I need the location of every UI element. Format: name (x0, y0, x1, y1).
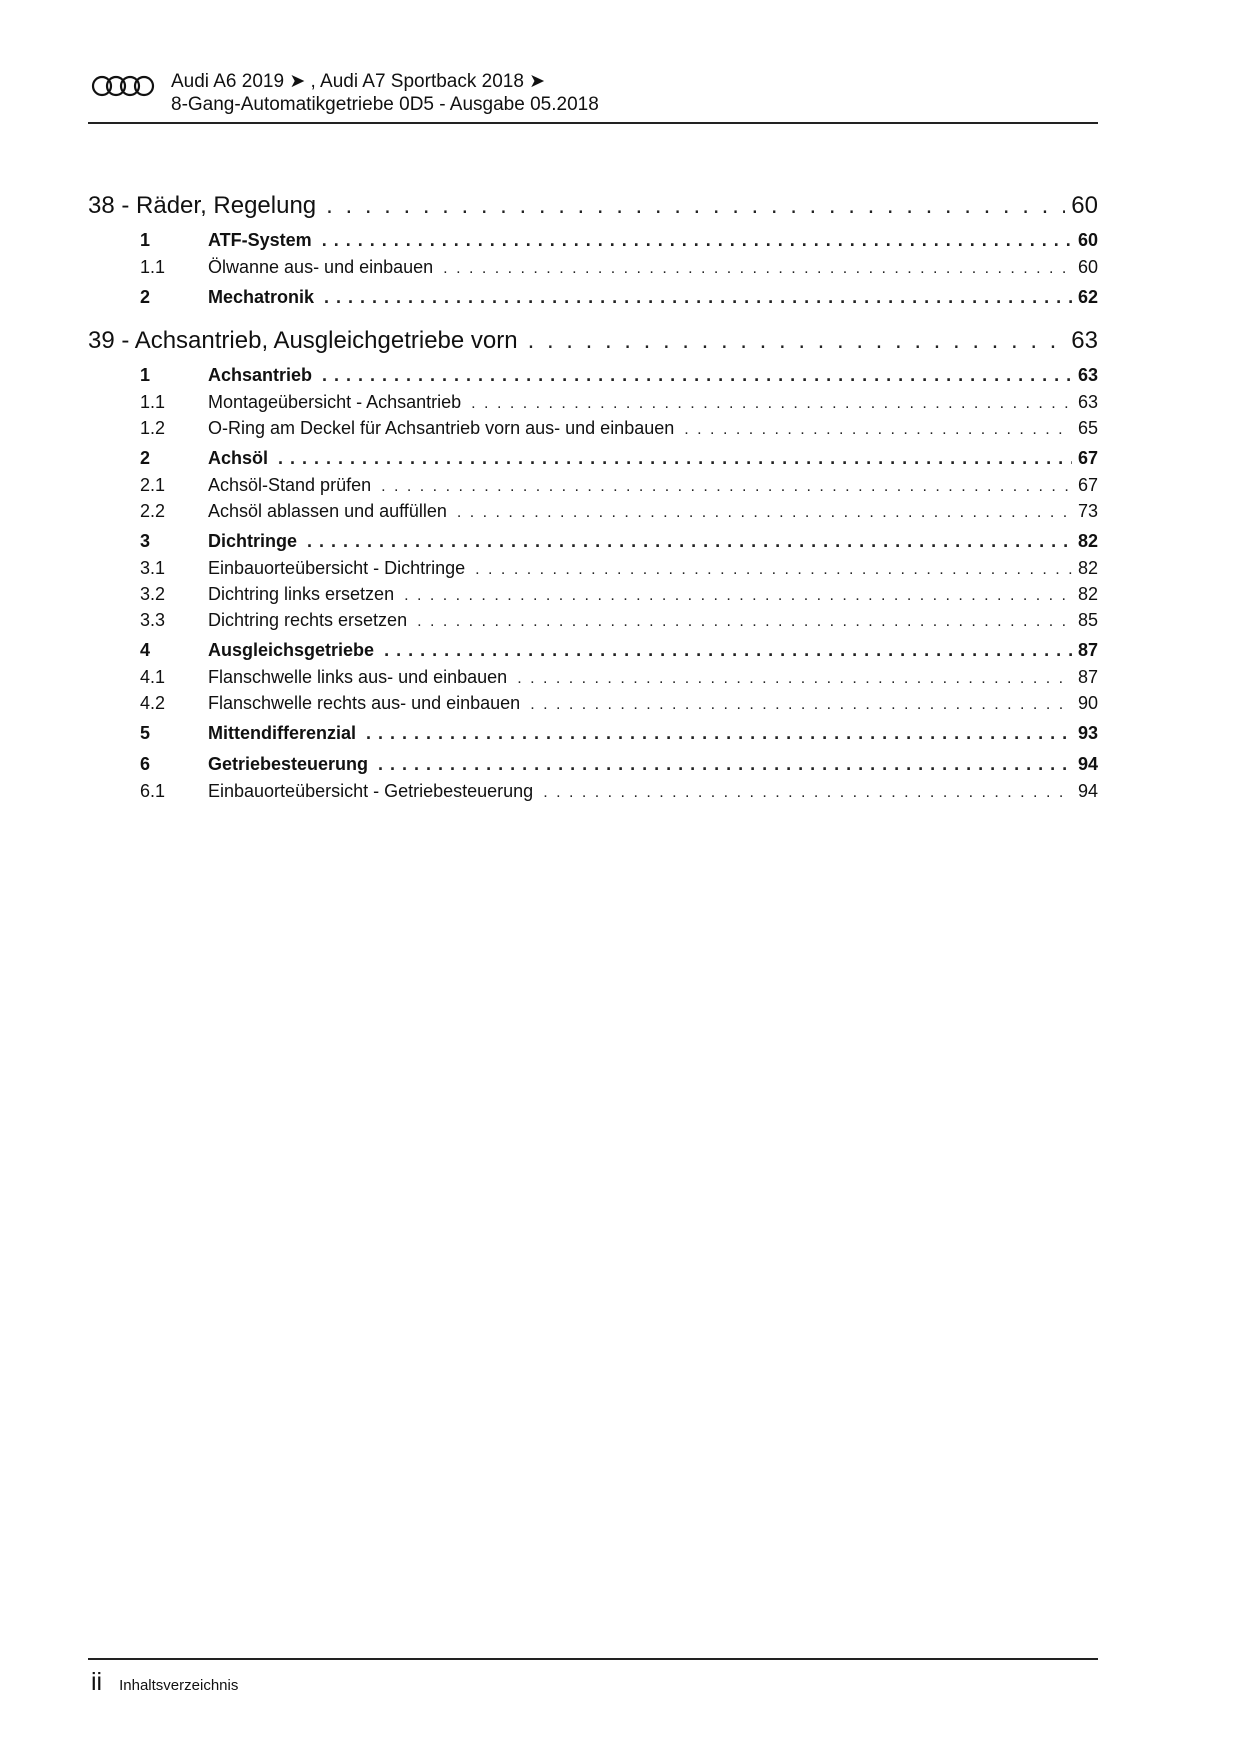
toc-chapter (88, 324, 1098, 804)
toc-subsection-entry[interactable] (88, 664, 1098, 690)
dot-leader (366, 720, 1072, 747)
toc-subsection-entry[interactable] (88, 778, 1098, 804)
toc-chapter (88, 189, 1098, 311)
toc-section-entry[interactable] (88, 720, 1098, 747)
toc-subsection-entry[interactable] (88, 498, 1098, 524)
dot-leader (528, 324, 1066, 358)
toc-subsection-entry-title: Flanschwelle links aus- und einbauen (208, 667, 508, 687)
toc-subsection-entry-title: Einbauorteübersicht - Getriebesteuerung (208, 781, 534, 801)
toc-subsection-entry[interactable] (88, 690, 1098, 716)
toc-section-entry-number: 4 (140, 640, 151, 660)
toc-section-entry-title: Ausgleichsgetriebe (208, 640, 375, 660)
dot-leader (381, 474, 1072, 500)
toc-section-entry[interactable] (88, 751, 1098, 778)
dot-leader (384, 637, 1072, 664)
toc-subsection-entry-title: Ölwanne aus- und einbauen (208, 257, 434, 277)
page-number: ii (91, 1668, 103, 1696)
footer-section-label: Inhaltsverzeichnis (119, 1677, 239, 1694)
toc-subsection-entry-page: 73 (1077, 501, 1098, 521)
toc-subsection-entry-title: Achsöl-Stand prüfen (208, 475, 372, 495)
dot-leader (322, 362, 1072, 389)
toc-subsection-entry-title: O-Ring am Deckel für Achsantrieb vorn aus- und einbauen (208, 418, 675, 438)
toc-subsection-entry[interactable] (88, 581, 1098, 607)
toc-section-entry-page: 93 (1077, 723, 1098, 743)
dot-leader (404, 583, 1072, 609)
toc-subsection-entry-number: 3.3 (140, 610, 166, 630)
toc-subsection-entry[interactable] (88, 254, 1098, 280)
toc-subsection-entry-page: 63 (1077, 392, 1098, 412)
dot-leader (443, 256, 1072, 282)
toc-subsection-entry-number: 6.1 (140, 781, 166, 801)
toc-section-entry-page: 87 (1077, 640, 1098, 660)
dot-leader (326, 189, 1065, 223)
dot-leader (684, 417, 1072, 443)
toc-subsection-entry-title: Montageübersicht - Achsantrieb (208, 392, 462, 412)
toc-section-entry[interactable] (88, 445, 1098, 472)
toc-subsection-entry-page: 90 (1077, 693, 1098, 713)
toc-section-group (88, 362, 1098, 441)
toc-subsection-entry-page: 85 (1077, 610, 1098, 630)
toc-section-group (88, 720, 1098, 747)
toc-subsection-entry-number: 1.1 (140, 392, 166, 412)
toc-section-entry[interactable] (88, 362, 1098, 389)
toc-subsection-entry-page: 67 (1077, 475, 1098, 495)
toc-chapter-entry-title: 38 - Räder, Regelung (88, 192, 317, 219)
toc-section-group (88, 284, 1098, 311)
header-text (171, 70, 599, 116)
toc-section-entry-title: Achsantrieb (208, 365, 313, 385)
toc-section-entry-page: 62 (1077, 287, 1098, 307)
dot-leader (530, 692, 1072, 718)
toc-subsection-entry-page: 87 (1077, 667, 1098, 687)
toc-subsection-entry-page: 82 (1077, 558, 1098, 578)
toc-subsection-entry[interactable] (88, 607, 1098, 633)
toc-section-entry-title: Getriebesteuerung (208, 754, 369, 774)
page-footer (91, 1668, 238, 1697)
toc-subsection-entry[interactable] (88, 389, 1098, 415)
toc-section-entry[interactable] (88, 284, 1098, 311)
toc-section-entry-title: Mittendifferenzial (208, 723, 357, 743)
dot-leader (324, 284, 1072, 311)
toc-subsection-entry-number: 2.2 (140, 501, 166, 521)
toc-subsection-entry-title: Achsöl ablassen und auffüllen (208, 501, 447, 521)
toc-subsection-entry-title: Dichtring links ersetzen (208, 584, 395, 604)
toc-subsection-entry-page: 94 (1077, 781, 1098, 801)
toc-chapter-entry[interactable] (88, 189, 1098, 223)
toc-subsection-entry-page: 82 (1077, 584, 1098, 604)
toc-section-entry-number: 1 (140, 230, 151, 250)
header-edition-line: 8-Gang-Automatikgetriebe 0D5 - Ausgabe 05.2018 (171, 94, 599, 115)
toc-section-entry[interactable] (88, 637, 1098, 664)
toc-section-entry-page: 63 (1077, 365, 1098, 385)
toc-section-entry-number: 1 (140, 365, 151, 385)
toc-subsection-entry-number: 1.2 (140, 418, 166, 438)
toc-section-group (88, 445, 1098, 524)
toc-subsection-entry-number: 4.2 (140, 693, 166, 713)
toc-section-group (88, 637, 1098, 716)
toc-section-entry-page: 82 (1077, 531, 1098, 551)
toc-chapter-entry-page: 60 (1071, 192, 1098, 219)
toc-subsection-entry-number: 4.1 (140, 667, 166, 687)
dot-leader (307, 528, 1072, 555)
toc-chapter-entry[interactable] (88, 324, 1098, 358)
audi-rings-logo (91, 75, 155, 97)
toc-subsection-entry-page: 60 (1077, 257, 1098, 277)
toc-section-entry-number: 5 (140, 723, 151, 743)
toc-section-group (88, 528, 1098, 633)
toc-subsection-entry-number: 2.1 (140, 475, 166, 495)
toc-subsection-entry-title: Einbauorteübersicht - Dichtringe (208, 558, 466, 578)
toc-subsection-entry-title: Dichtring rechts ersetzen (208, 610, 408, 630)
dot-leader (475, 557, 1072, 583)
toc-chapter-entry-page: 63 (1071, 327, 1098, 354)
dot-leader (517, 666, 1072, 692)
header-model-line: Audi A6 2019 ➤ , Audi A7 Sportback 2018 ➤ (171, 71, 546, 92)
toc-section-entry-title: ATF-System (208, 230, 312, 250)
toc-section-group (88, 751, 1098, 804)
table-of-contents (88, 189, 1098, 804)
toc-section-entry-number: 2 (140, 287, 151, 307)
dot-leader (278, 445, 1072, 472)
dot-leader (543, 780, 1072, 806)
dot-leader (322, 227, 1072, 254)
toc-subsection-entry-page: 65 (1077, 418, 1098, 438)
toc-subsection-entry-title: Flanschwelle rechts aus- und einbauen (208, 693, 521, 713)
toc-section-entry-title: Mechatronik (208, 287, 315, 307)
toc-subsection-entry[interactable] (88, 555, 1098, 581)
footer-divider (88, 1658, 1098, 1660)
toc-chapter-entry-title: 39 - Achsantrieb, Ausgleichgetriebe vorn (88, 327, 518, 354)
toc-section-entry-number: 6 (140, 754, 151, 774)
dot-leader (457, 500, 1072, 526)
dot-leader (471, 391, 1072, 417)
toc-subsection-entry-number: 3.2 (140, 584, 166, 604)
toc-section-entry[interactable] (88, 528, 1098, 555)
toc-section-entry[interactable] (88, 227, 1098, 254)
toc-section-entry-page: 60 (1077, 230, 1098, 250)
toc-section-entry-number: 2 (140, 448, 151, 468)
toc-section-entry-page: 94 (1077, 754, 1098, 774)
toc-section-entry-number: 3 (140, 531, 151, 551)
toc-subsection-entry[interactable] (88, 472, 1098, 498)
dot-leader (378, 751, 1072, 778)
toc-section-entry-title: Achsöl (208, 448, 269, 468)
toc-subsection-entry-number: 1.1 (140, 257, 166, 277)
toc-subsection-entry-number: 3.1 (140, 558, 166, 578)
toc-section-group (88, 227, 1098, 280)
toc-subsection-entry[interactable] (88, 415, 1098, 441)
toc-section-entry-title: Dichtringe (208, 531, 298, 551)
dot-leader (417, 609, 1072, 635)
toc-section-entry-page: 67 (1077, 448, 1098, 468)
header-divider (88, 122, 1098, 124)
